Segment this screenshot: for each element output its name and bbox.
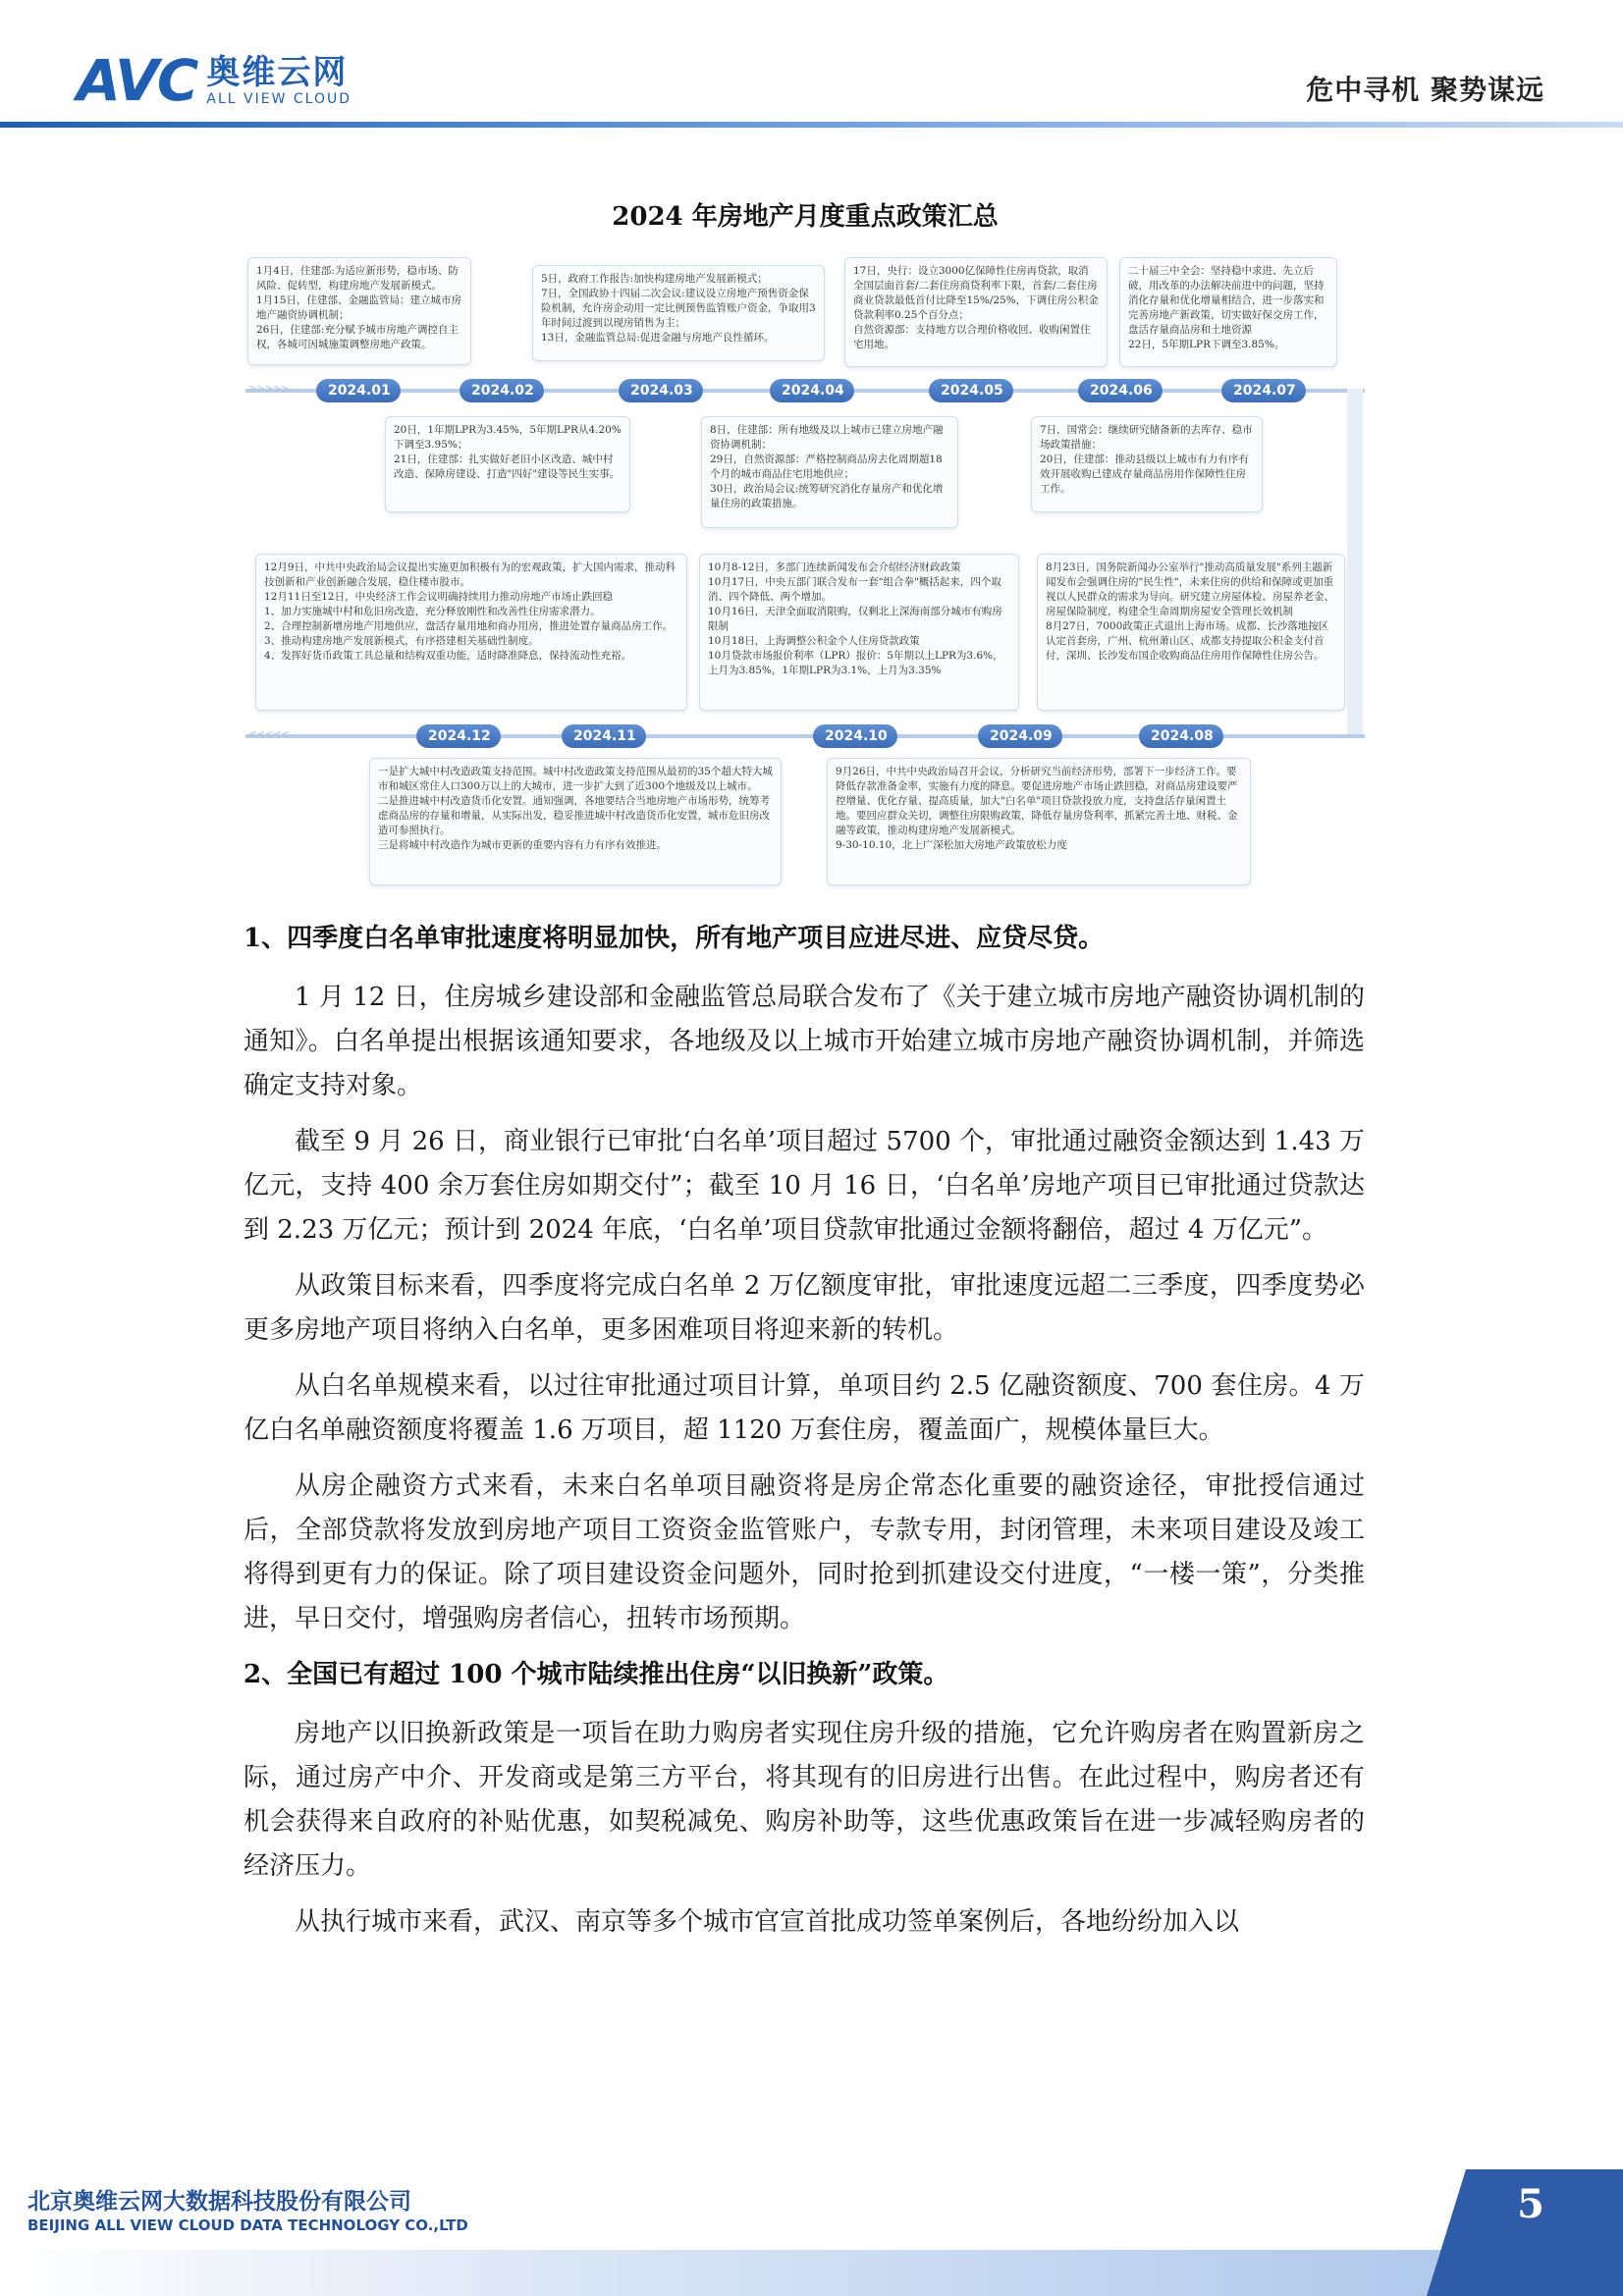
footer-company-en: BEIJING ALL VIEW CLOUD DATA TECHNOLOGY CO.,LTD: [27, 2216, 468, 2234]
page-header: [0, 0, 1623, 128]
infographic-title: 2024 年房地产月度重点政策汇总: [612, 202, 999, 232]
company-logo: [77, 47, 352, 114]
timeline-connector: [1347, 389, 1363, 734]
policy-box-dec: 12月9日，中共中央政治局会议提出实施更加积极有为的宏观政策，扩大国内需求，推动科技创新和产业创新融合发展，稳住楼市股市。 12月11日至12日，中央经济工作会议明确持续用力推动房地产市场止跌回稳 1、加力实施城中村和危旧房改造，充分释放刚性和改善性住房需求潜力。 2、合理控制新增房地产用地供应，盘活存量用地和商办用房，推进处置存量商品房工作。3、推动构建房地产发展新模式，有序搭建相关基础性制度。 4、发挥好货币政策工具总量和结构双重功能，适时降准降息，保持流动性充裕。: [255, 554, 687, 711]
policy-box-may: 17日，央行：设立3000亿保障性住房再贷款，取消全国层面首套/二套住房商贷利率下限，首套/二套住房商业贷款最低首付比降至15%/25%，下调住房公积金贷款利率0.25个百分点； 自然资源部：支持地方以合理价格收回、收购闲置住宅用地。: [844, 257, 1108, 367]
footer-band: [0, 2250, 1623, 2296]
month-2024-06: 2024.06: [1078, 379, 1163, 402]
policy-box-jun: 7日，国常会：继续研究储备新的去库存、稳市场政策措施； 20日，住建部：推动县级以上城市有力有序有效开展收购已建成存量商品房用作保障性住房工作。: [1031, 416, 1263, 512]
logo-mark: AVC: [77, 47, 197, 114]
policy-box-aug: 8月23日，国务院新闻办公室举行"推动高质量发展"系列主题新闻发布会强调住房的"民生性"，未来住房的供给和保障或更加重视以人民群众的需求为导向。研究建立房屋体检、房屋养老金、房屋保险制度，构建全生命周期房屋安全管理长效机制 8月27日，7000政策正式退出上海市场。成都、长沙落地按区认定首套房，广州、杭州萧山区、成都支持提取公积金支付首付，深圳、长沙发布国企收购商品住房用作保障性住房公告。: [1037, 554, 1345, 711]
month-2024-08: 2024.08: [1139, 724, 1223, 748]
logo-english-name: ALL VIEW CLOUD: [206, 91, 352, 107]
month-2024-09: 2024.09: [978, 724, 1062, 748]
policy-box-jul: 二十届三中全会：坚持稳中求进、先立后破，用改革的办法解决前进中的问题，坚持消化存量和优化增量相结合，进一步落实和完善房地产新政策，切实做好保交房工作，盘活存量商品房和土地资源 22日，5年期LPR下调至3.85%。: [1119, 257, 1337, 367]
article-body: [243, 913, 1365, 1945]
month-2024-05: 2024.05: [929, 379, 1013, 402]
page-number: 5: [1517, 2181, 1544, 2227]
policy-box-nov: 一是扩大城中村改造政策支持范围。城中村改造政策支持范围从最初的35个超大特大城市和城区常住人口300万以上的大城市，进一步扩大到了近300个地级及以上城市。 二是推进城中村改造货币化安置。通知强调，各地要结合当地房地产市场形势，统筹考虑商品房的存量和增量，从实际出发，稳妥推进城中村改造货币化安置，城市危旧房改造可参照执行。 三是将城中村改造作为城市更新的重要内容有力有序有效推进。: [369, 758, 782, 885]
policy-box-feb: 20日，1年期LPR为3.45%，5年期LPR从4.20%下调至3.95%； 21日，住建部：扎实做好老旧小区改造、城中村改造、保障房建设、打造"四好"建设等民生实事。: [385, 416, 630, 512]
month-2024-04: 2024.04: [770, 379, 854, 402]
policy-box-jan: 1月4日，住建部:为适应新形势，稳市场、防风险、促转型，构建房地产发展新模式。 1月15日，住建部、金融监管局：建立城市房地产融资协调机制； 26日，住建部:充分赋予城市房地产调控自主权，各城可因城施策调整房地产政策。: [247, 257, 471, 365]
paragraph: 从房企融资方式来看，未来白名单项目融资将是房企常态化重要的融资途径，审批授信通过后，全部贷款将发放到房地产项目工资资金监管账户，专款专用，封闭管理，未来项目建设及竣工将得到更有力的保证。除了项目建设资金问题外，同时抢到抓建设交付进度，“一楼一策”，分类推进，早日交付，增强购房者信心，扭转市场预期。: [243, 1471, 1365, 1633]
month-2024-12: 2024.12: [416, 724, 501, 748]
month-2024-02: 2024.02: [460, 379, 544, 402]
section-heading-1: 1、四季度白名单审批速度将明显加快，所有地产项目应进尽进、应贷尽贷。: [243, 924, 1105, 953]
policy-box-apr: 8日，住建部：所有地级及以上城市已建立房地产融资协调机制； 29日，自然资源部：严格控制商品房去化周期超18个月的城市商品住宅用地供应； 30日，政治局会议:统筹研究消化存量房产和优化增量住房的政策措施。: [701, 416, 958, 528]
page-footer: [0, 2160, 1623, 2296]
footer-company-cn: 北京奥维云网大数据科技股份有限公司: [27, 2189, 411, 2215]
month-2024-03: 2024.03: [619, 379, 703, 402]
paragraph: 房地产以旧换新政策是一项旨在助力购房者实现住房升级的措施，它允许购房者在购置新房之际，通过房产中介、开发商或是第三方平台，将其现有的旧房进行出售。在此过程中，购房者还有机会获得来自政府的补贴优惠，如契税减免、购房补助等，这些优惠政策旨在进一步减轻购房者的经济压力。: [243, 1719, 1365, 1881]
timeline-arrow-icon: >>>>>: [249, 382, 291, 396]
paragraph: 从政策目标来看，四季度将完成白名单 2 万亿额度审批，审批速度远超二三季度，四季度势必更多房地产项目将纳入白名单，更多困难项目将迎来新的转机。: [243, 1271, 1365, 1345]
header-slogan: 危中寻机 聚势谋远: [1306, 74, 1544, 106]
policy-box-oct: 10月8-12日，多部门连续新闻发布会介绍经济财政政策 10月17日，中央五部门联合发布一套"组合拳"概括起来，四个取消、四个降低、两个增加。 10月16日，天津全面取消限购，仅剩北上深海南部分城市有购房限制 10月18日，上海调整公积金个人住房贷款政策 10月贷款市场报价利率（LPR）报价：5年期以上LPR为3.6%，上月为3.85%，1年期LPR为3.1%，上月为3.35%: [699, 554, 1019, 711]
paragraph: 截至 9 月 26 日，商业银行已审批‘白名单’项目超过 5700 个，审批通过融资金额达到 1.43 万亿元，支持 400 余万套住房如期交付”；截至 10 月 16 日，‘白名单’房地产项目已审批通过贷款达到 2.23 万亿元；预计到 2024 年底，‘白名单’项目贷款审批通过金额将翻倍，超过 4 万亿元”。: [243, 1127, 1365, 1245]
policy-box-mar: 5日，政府工作报告:加快构建房地产发展新模式； 7日，全国政协十四届二次会议:建议设立房地产预售资金保险机制，允许房企动用一定比例预售监管账户资金，争取用3年时间过渡到以现房销售为主； 13日，金融监管总局:促进金融与房地产良性循环。: [532, 265, 825, 361]
header-divider: [0, 122, 1623, 128]
section-heading-2: 2、全国已有超过 100 个城市陆续推出住房“以旧换新”政策。: [243, 1660, 949, 1689]
policy-box-sep: 9月26日，中共中央政治局召开会议，分析研究当前经济形势，部署下一步经济工作。要降低存款准备金率，实施有力度的降息。要促进房地产市场止跌回稳，对商品房建设要严控增量、优化存量、提高质量，加大"白名单"项目贷款投放力度，支持盘活存量闲置土地。要回应群众关切，调整住房限购政策，降低存量房贷利率，抓紧完善土地、财税、金融等政策，推动构建房地产发展新模式。 9-30-10.10，北上广深松加大房地产政策放松力度: [827, 758, 1251, 885]
month-2024-01: 2024.01: [316, 379, 401, 402]
paragraph: 1 月 12 日，住房城乡建设部和金融监管总局联合发布了《关于建立城市房地产融资协调机制的通知》。白名单提出根据该通知要求，各地级及以上城市开始建立城市房地产融资协调机制，并筛选确定支持对象。: [243, 983, 1365, 1100]
paragraph: 从执行城市来看，武汉、南京等多个城市官宣首批成功签单案例后，各地纷纷加入以: [295, 1907, 1240, 1937]
month-2024-07: 2024.07: [1221, 379, 1306, 402]
month-2024-10: 2024.10: [813, 724, 897, 748]
paragraph: 从白名单规模来看，以过往审批通过项目计算，单项目约 2.5 亿融资额度、700 套住房。4 万亿白名单融资额度将覆盖 1.6 万项目，超 1120 万套住房，覆盖面广，规模体量巨大。: [243, 1371, 1365, 1445]
month-2024-11: 2024.11: [562, 724, 646, 748]
logo-chinese-name: 奥维云网: [206, 53, 349, 92]
timeline-arrow-icon: <<<<<: [249, 727, 291, 741]
policy-timeline-infographic: [245, 187, 1365, 903]
